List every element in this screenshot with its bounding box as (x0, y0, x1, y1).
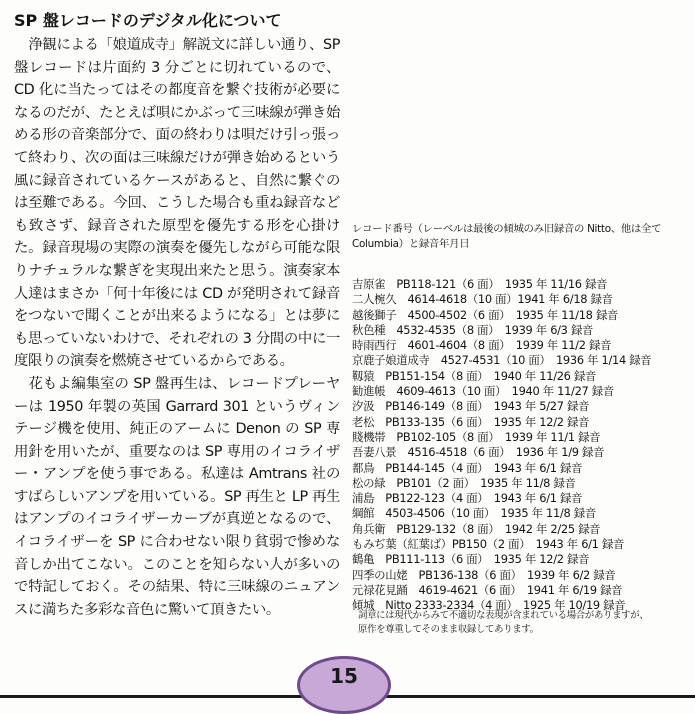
record-item: 越後獅子 4500-4502（6 面） 1935 年 11/18 録音 (352, 307, 619, 322)
record-item: 時雨西行 4601-4604（8 面） 1939 年 11/2 録音 (352, 338, 612, 353)
record-item: 都鳥 PB144-145（4 面） 1943 年 6/1 録音 (352, 460, 583, 475)
content-notice (358, 609, 688, 637)
record-list-column (352, 222, 688, 614)
content-notice-line-2: 原作を尊重してそのまま収録してあります。 (358, 624, 539, 635)
article-paragraph-1: 浄観による「娘道成寺」解説文に詳しい通り、SP 盤レコードは片面約 3 分ごとに切れているので、CD 化に当たってはその都度音を繋ぐ技術が必要になるのだが、たとえば唄にかぶって三味線が弾き始める形の音楽部分で、面の終わりは唄だけ引っ張って終わり、次の面は三味線だけが弾き始めるという風に録音されているケースがあると、自然に繋ぐのは至難である。今回、こうした場合も重ね録音なども致さず、録音された原型を優先する形を心掛けた。録音現場の実際の演奏を優先しながら可能な限りナチュラルな繋ぎを実現出来たと思う。演奏家本人達はまさか「何十年後には CD が発明されて録音をつないで聞くことが出来るようになる」とは夢にも思っていないわけで、それぞれの 3 分間の中に一度限りの演奏を燃焼させているからである。 (14, 37, 340, 370)
record-list (352, 277, 688, 614)
record-item: 賤機帯 PB102-105（8 面） 1939 年 11/1 録音 (352, 429, 601, 444)
record-item: 京鹿子娘道成寺 4527-4531（10 面） 1936 年 1/14 録音 (352, 353, 652, 368)
article-paragraph-2: 花もよ編集室の SP 盤再生は、レコードプレーヤーは 1950 年製の英国 Garrard 301 というヴィンテージ機を使用、純正のアームに Denon の SP 専用針を用いたが、重要なのは SP 専用のイコライザー・アンプを使う事である。私達は Amtrans 社のすばらしいアンプを用いている。SP 再生と LP 再生はアンプのイコライザーカーブが真逆となるので、イコライザーを SP に合わせない限り貧弱で惨めな音しか出てこない。このことを知らない人が多いので特記しておく。その結果、特に三味線のニュアンスに満ちた多彩な音色に驚いて頂きたい。 (14, 375, 340, 618)
record-item: もみぢ葉（紅葉ば）PB150（2 面） 1943 年 6/1 録音 (352, 537, 625, 552)
record-item: 浦島 PB122-123（4 面） 1943 年 6/1 録音 (352, 491, 583, 506)
article-column (14, 10, 340, 621)
record-item: 角兵衛 PB129-132（8 面） 1942 年 2/25 録音 (352, 521, 601, 536)
record-item: 秋色種 4532-4535（8 面） 1939 年 6/3 録音 (352, 322, 594, 337)
record-item: 元禄花見踊 4619-4621（6 面） 1941 年 6/19 録音 (352, 582, 623, 597)
record-item: 綱館 4503-4506（10 面） 1935 年 11/8 録音 (352, 506, 596, 521)
page-number: 15 (330, 664, 358, 688)
record-item: 四季の山姥 PB136-138（6 面） 1939 年 6/2 録音 (352, 567, 616, 582)
record-item: 二人椀久 4614-4618（10 面）1941 年 6/18 録音 (352, 292, 613, 307)
record-item: 吉原雀 PB118-121（6 面） 1935 年 11/16 録音 (352, 277, 608, 291)
record-item: 勧進帳 4609-4613（10 面） 1940 年 11/27 録音 (352, 384, 614, 399)
article-heading: SP 盤レコードのデジタル化について (14, 11, 282, 30)
record-item: 老松 PB133-135（6 面） 1935 年 12/2 録音 (352, 414, 590, 429)
record-item: 吾妻八景 4516-4518（6 面） 1936 年 1/9 録音 (352, 445, 605, 460)
content-notice-line-1: 詞章には現代からみて不適切な表現が含まれている場合がありますが、 (358, 610, 649, 621)
record-item: 松の緑 PB101（2 面） 1935 年 11/8 録音 (352, 475, 576, 490)
record-item: 靱猿 PB151-154（8 面） 1940 年 11/26 録音 (352, 368, 597, 383)
record-list-caption: レコード番号（レーベルは最後の傾城のみ旧録音の Nitto、他は全て Columbia）と録音年月日 (352, 223, 662, 250)
record-item: 汐汲 PB146-149（8 面） 1943 年 5/27 録音 (352, 399, 590, 414)
record-item: 傾城 Nitto 2333-2334（4 面） 1925 年 10/19 録音 (352, 598, 626, 613)
record-item: 鶴亀 PB111-113（6 面） 1935 年 12/2 録音 (352, 552, 590, 567)
